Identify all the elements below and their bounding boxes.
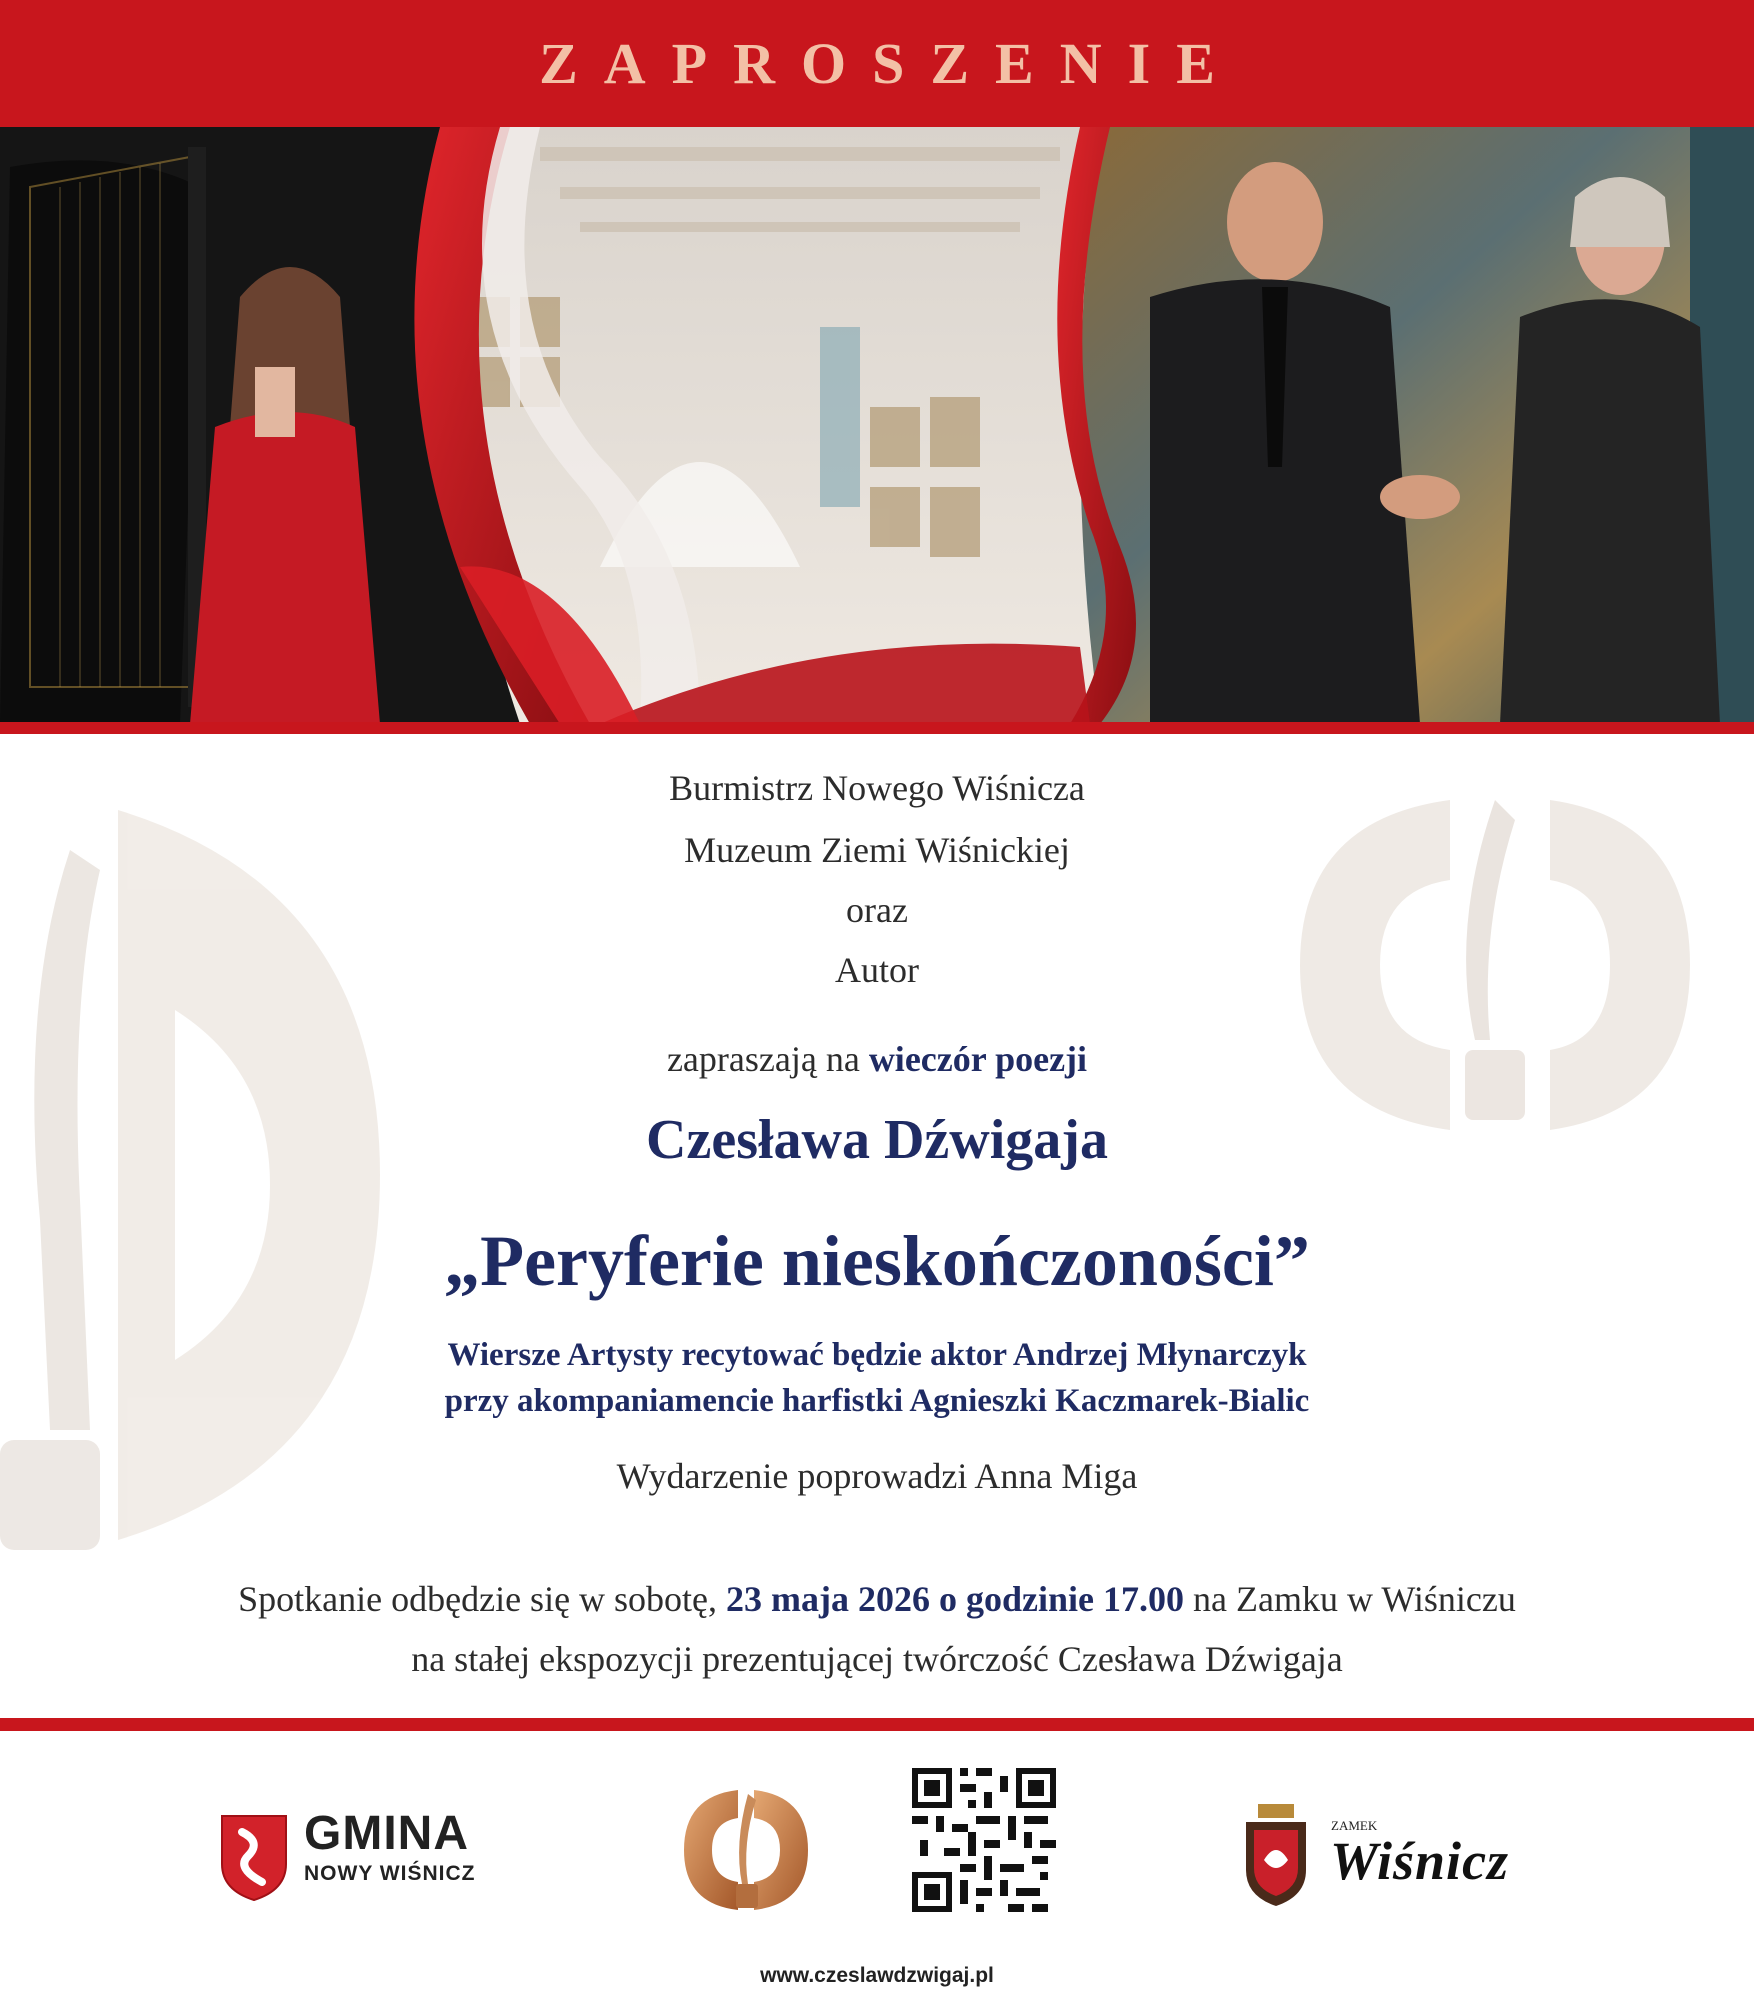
details-line-2: na stałej ekspozycji prezentującej twórczość Czesława Dźwigaja (411, 1639, 1343, 1679)
dzwigaj-logo-icon (680, 1784, 812, 1916)
divider-bottom (0, 1718, 1754, 1731)
gmina-shield-icon (218, 1812, 290, 1902)
website-link[interactable]: www.czeslawdzwigaj.pl (760, 1964, 994, 1987)
details-part1: Spotkanie odbędzie się w sobotę, (238, 1579, 727, 1619)
divider-top (0, 722, 1754, 734)
zamek-crest-icon (1236, 1800, 1316, 1910)
zamek-name: Wiśnicz (1330, 1831, 1510, 1891)
invite-prefix: zapraszają na (666, 1039, 869, 1079)
performers-line-1: Wiersze Artysty recytować będzie aktor Andrzej Młynarczyk (447, 1337, 1307, 1373)
host-line-author: Autor (835, 950, 919, 990)
photo-collage (0, 127, 1754, 724)
qr-code-icon[interactable] (912, 1768, 1056, 1912)
host-line-mayor: Burmistrz Nowego Wiśnicza (669, 768, 1085, 808)
handshake-photo (1080, 127, 1754, 724)
header-band (0, 0, 1754, 127)
moderator-line: Wydarzenie poprowadzi Anna Miga (616, 1456, 1138, 1496)
details-part2: na Zamku w Wiśniczu (1184, 1579, 1516, 1619)
zamek-small-label: ZAMEK (1331, 1818, 1378, 1833)
invite-highlight: wieczór poezji (868, 1039, 1088, 1079)
gmina-logo-text (304, 1807, 476, 1886)
host-line-museum: Muzeum Ziemi Wiśnickiej (684, 830, 1070, 870)
performers-line-2: przy akompaniamencie harfistki Agnieszki Kaczmarek-Bialic (444, 1383, 1310, 1419)
invite-line (0, 1038, 1754, 1080)
photo-collage-graphic (0, 127, 1754, 724)
details-line-1 (0, 1578, 1754, 1620)
gmina-name: GMINA (304, 1807, 469, 1860)
header-title: ZAPROSZENIE (539, 31, 1241, 96)
author-name: Czesława Dźwigaja (646, 1109, 1108, 1171)
gmina-subtitle: NOWY WIŚNICZ (304, 1862, 476, 1885)
event-title: „Peryferie nieskończoności” (444, 1221, 1310, 1301)
host-line-and: oraz (846, 890, 908, 930)
details-date-time: 23 maja 2026 o godzinie 17.00 (726, 1579, 1185, 1619)
